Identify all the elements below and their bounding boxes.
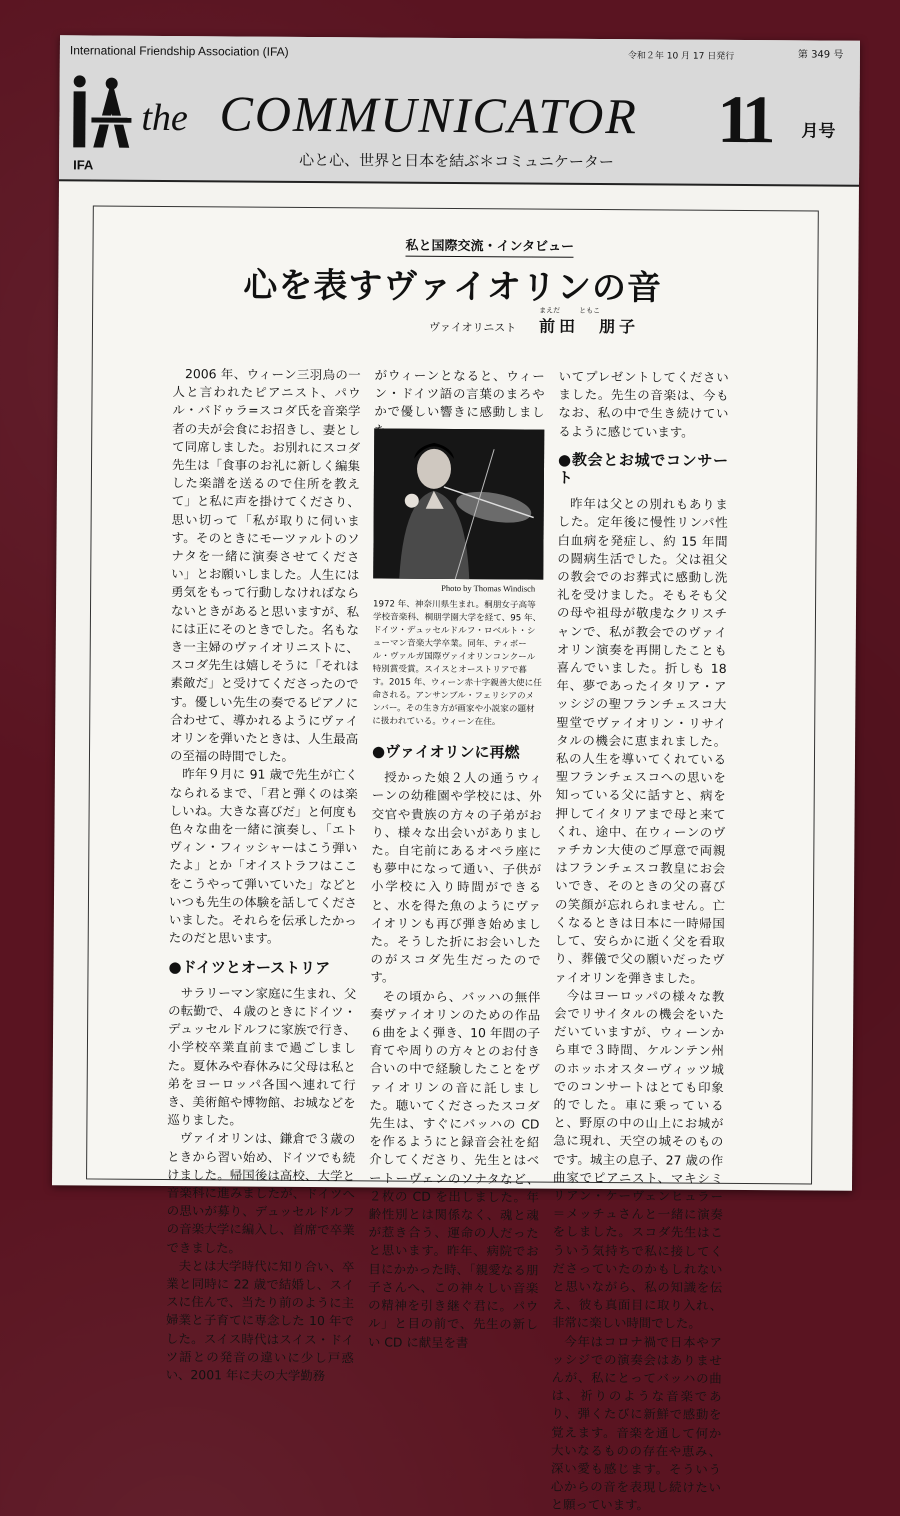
article-box (86, 205, 819, 1513)
byline-name: 前田 朋子 (538, 316, 640, 337)
photo-credit: Photo by Thomas Windisch (441, 582, 536, 594)
organization-name: International Friendship Association (IFA) (69, 43, 289, 59)
paragraph: いてプレゼントしてくださいました。先生の音楽は、今もなお、私の中で生き続けているように感じています。 (558, 368, 729, 440)
paragraph: サラリーマン家庭に生まれ、父の転勤で、４歳のときにドイツ・デュッセルドルフに家族で行き、小学校卒業直前まで過ごしました。夏休みや春休みに父母は私と弟をヨーロッパ各国へ連れて行き、美術館や博物館、お城などを巡りました。 (167, 984, 357, 1128)
article-kicker: 私と国際交流・インタビュー (405, 235, 574, 258)
section-heading-germany: ●ドイツとオーストリア (168, 957, 331, 977)
newsletter-title: COMMUNICATOR (219, 85, 639, 145)
article-headline: 心を表すヴァイオリンの音 (243, 265, 663, 309)
author-profile: 1972 年、神奈川県生まれ。桐朋女子高等学校音楽科、桐朋学園大学を経て、95 年、ドイツ・デュッセルドルフ・ロベルト・シューマン音楽大学卒業。同年、ティボール・ヴァルガ国際ヴァイオリンコンクール特別賞受賞。スイスとオーストリアで暮す。2015 年、ウィーン赤十字親善大使に任命される。アンサンブル・フェリシアのメンバー。その生き方が画家や小説家の題材に扱われている。ウィーン在住。 (372, 599, 542, 728)
section-heading-church: ●教会とお城でコンサート (557, 450, 729, 487)
issue-month-number: 11 (717, 80, 770, 158)
paragraph: 今はヨーロッパの様々な教会でリサイタルの機会をいただいていますが、ウィーンから車で３時間、ケルンテン州のホッホオスターヴィッツ城でのコンサートはとても印象的でした。車に乗っていると、野原の中の山上にお城が急に現れ、天空の城そのものです。城主の息子、27 歳の作曲家でピアニスト、マキシミリアン・ケーヴェンヒュラー＝メッチュさんと一緒に演奏をしました。スコダ先生はこういう気持ちで私に接してくださっていたのかもしれないと思いながら、私の知識を伝え、彼も真面目に取り入れ、非常に楽しい時間でした。 (551, 987, 725, 1332)
paragraph: がウィーンとなると、ウィーン・ドイツ語の言葉のまろやかで優しい響きに感動しました。 (374, 367, 545, 421)
paragraph: 昨年９月に 91 歳で先生が亡くなられるまで、「君と弾くのは楽しいね。大きな喜びだ」と何度も色々な曲を一緒に演奏し、「エトヴィン・フィッシャーはこう弾いたよ」とか「オイストラフはここをこうやって弾いていた」などといつも先生の体験を話してくださいました。それらを伝承したかったのだと思います。 (168, 766, 358, 947)
title-prefix: the (141, 96, 189, 140)
logo-caption: IFA (73, 157, 94, 173)
furigana-surname: まえだ (539, 306, 561, 315)
newsletter-page (52, 35, 860, 1513)
column-3 (550, 368, 729, 1513)
column-2-bottom (367, 732, 542, 1350)
column-1 (165, 365, 361, 1384)
ifa-logo-icon (71, 73, 138, 161)
paragraph: その頃から、バッハの無伴奏ヴァイオリンのための作品６曲をよく弾き、10 年間の子育てや周りの方々とのお付き合いの中で経験したことをヴァイオリンの音に託しました。聴いてくださったスコダ先生は、すぐにバッハの CD を作るようにと録音会社を紹介してくださり、先生とはベートーヴェンのソナタなど、２枚の CD を出しました。年齢性別とは関係なく、魂と魂が惹き合う、運命の人だったと思います。昨年、病院でお目にかかった時、「親愛なる朋子さんへ、この神々しい音楽の精神を引き継ぐ君に。パウル」と目の前で、先生の新しい CD に献呈を書 (367, 988, 541, 1350)
paragraph: 夫とは大学時代に知り合い、卒業と同時に 22 歳で結婚し、スイスに住んで、当たり前のように主婦業と子育てに専念した 10 年でした。スイス時代はスイス・ドイツ語との発音の違いに少し戸惑い、2001 年に夫の大学勤務 (165, 1257, 355, 1384)
issue-month-suffix: 月号 (801, 121, 836, 142)
issue-number: 第 349 号 (797, 49, 844, 61)
masthead (59, 35, 860, 187)
paragraph: 2006 年、ウィーン三羽烏の一人と言われたピアニスト、パウル・バドゥラ=スコダ氏を音楽学者の夫が会食にお招きし、妻として同席しました。お別れにスコダ先生は「食事のお礼に新しく編集した楽譜を送るので住所を教えて」と私に声を掛けてくださり、思い切って「私が取りに伺います。そのときにモーツァルトのソナタを一緒に演奏させてください」とお願いしました。人生には勇気をもって行動しなければならないときがあると思いますが、私には正にそのときでした。名もなき一主婦のヴァイオリニストに、スコダ先生は嬉しそうに「それは素敵だ」と受けてくださったのです。優しい先生の奏でるピアノに合わせて、導かれるようにヴァイオリンを弾いたときは、人生最高の至福の時間でした。 (169, 366, 361, 765)
paragraph: ヴァイオリンは、鎌倉で３歳のときから習い始め、ドイツでも続けました。帰国後は高校、大学と音楽科に進みましたが、ドイツへの思いが募り、デュッセルドルフの音楽大学に編入し、首席で卒業できました。 (166, 1130, 356, 1256)
tagline: 心と心、世界と日本を結ぶ＊コミュニケーター (299, 150, 614, 172)
paragraph: 今年はコロナ禍で日本やアッシジでの演奏会はありませんが、私にとってバッハの曲は、祈りのような音楽であり、弾くたびに新鮮で感動を覚えます。音楽を通して何か大いなるものの存在や恵み、深い愛も感じます。そういう心からの音を表現し続けたいと願っています。 (550, 1333, 722, 1513)
paragraph: 授かった娘２人の通うウィーンの幼稚園や学校には、外交官や貴族の方々の子弟がおり、様々な出会いがありました。自宅前にあるオペラ座にも夢中になって通い、子供が小学校に入り時間ができると、水を得た魚のようにヴァイオリンも再び弾き始めました。そうした折にお会いしたのがスコダ先生だったのです。 (370, 769, 542, 986)
column-2-top (374, 366, 544, 427)
furigana-given: ともこ (579, 306, 601, 315)
paragraph: 昨年は父との別れもありました。定年後に慢性リンパ性白血病を発症し、約 15 年間の闘病生活でした。父は祖父の教会でのお葬式に感動し洗礼を受けました。そもそも父の母や祖母が敬虔なクリスチャンで、私が教会でのヴァイオリン演奏を再開したことも喜んでいました。折しも 18 年、夢であったイタリア・アッシジの聖フランチェスコ大聖堂でヴァイオリン・リサイタルの機会に恵まれました。私の人生を導いてくれている聖フランチェスコへの思いを知っている父に話すと、病を押してイタリアまで母と来てくれ、途中、在ウィーンのヴァチカン大使のご厚意で両親はフランチェスコ教皇にお会いでき、そのときの父の喜びの笑顔が忘れられません。亡くなるときは日本に一時帰国して、安らかに逝く父を看取り、葬儀で父の願いだったヴァイオリンを弾きました。 (554, 496, 728, 986)
violinist-photo (373, 428, 544, 579)
issue-date: 令和２年 10 月 17 日発行 (627, 51, 735, 62)
section-heading-violin: ●ヴァイオリンに再燃 (371, 742, 520, 762)
byline-role: ヴァイオリニスト (428, 320, 517, 335)
